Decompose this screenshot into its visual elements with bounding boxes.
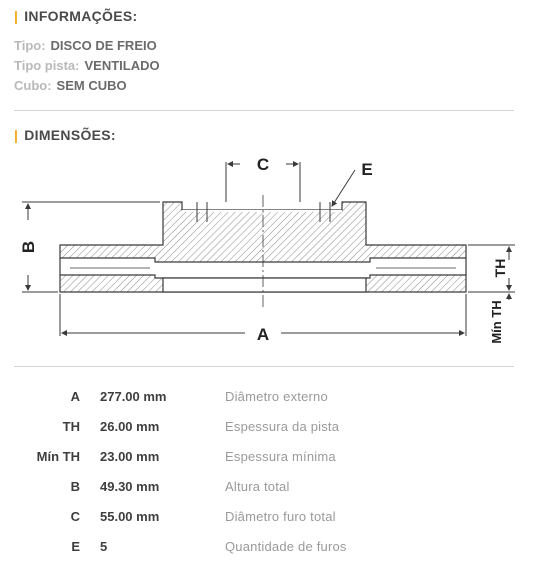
spec-row-th <box>0 419 538 439</box>
dimension-e <box>332 170 355 206</box>
info-value: SEM CUBO <box>56 78 127 93</box>
spec-value: 23.00 mm <box>100 449 160 464</box>
info-value: DISCO DE FREIO <box>50 38 157 53</box>
label-th: TH <box>492 258 508 278</box>
label-c: C <box>256 155 270 174</box>
info-heading-text: INFORMAÇÕES: <box>24 8 138 24</box>
spec-description: Quantidade de furos <box>225 539 347 554</box>
spec-row-a <box>0 389 538 409</box>
spec-row-b <box>0 479 538 499</box>
spec-description: Diâmetro externo <box>225 389 328 404</box>
divider <box>14 110 514 111</box>
info-row-tipo-pista <box>14 58 160 73</box>
spec-value: 5 <box>100 539 108 554</box>
spec-key: A <box>70 389 80 404</box>
spec-value: 55.00 mm <box>100 509 160 524</box>
label-e: E <box>361 160 373 179</box>
brake-disc-drawing <box>0 150 538 360</box>
info-value: VENTILADO <box>84 58 160 73</box>
spec-description: Altura total <box>225 479 290 494</box>
spec-value: 26.00 mm <box>100 419 160 434</box>
divider <box>14 366 514 367</box>
dimensions-heading-text: DIMENSÕES: <box>24 127 116 143</box>
info-label: Tipo: <box>14 38 46 53</box>
spec-row-min-th <box>0 449 538 469</box>
spec-key: Mín TH <box>36 449 80 464</box>
spec-row-e <box>0 539 538 559</box>
spec-description: Espessura mínima <box>225 449 336 464</box>
spec-key: C <box>70 509 80 524</box>
accent-bar: | <box>14 127 19 143</box>
spec-key: TH <box>62 419 80 434</box>
spec-value: 49.30 mm <box>100 479 160 494</box>
spec-description: Diâmetro furo total <box>225 509 336 524</box>
label-b: B <box>19 240 38 254</box>
spec-description: Espessura da pista <box>225 419 340 434</box>
label-a: A <box>256 325 270 344</box>
info-heading <box>14 8 137 24</box>
dimensions-heading <box>14 127 116 143</box>
spec-row-c <box>0 509 538 529</box>
label-min-th: Mín TH <box>489 300 504 344</box>
spec-key: B <box>70 479 80 494</box>
info-label: Tipo pista: <box>14 58 80 73</box>
info-row-tipo <box>14 38 157 53</box>
accent-bar: | <box>14 8 19 24</box>
spec-key: E <box>71 539 80 554</box>
info-label: Cubo: <box>14 78 52 93</box>
spec-value: 277.00 mm <box>100 389 167 404</box>
info-row-cubo <box>14 78 127 93</box>
